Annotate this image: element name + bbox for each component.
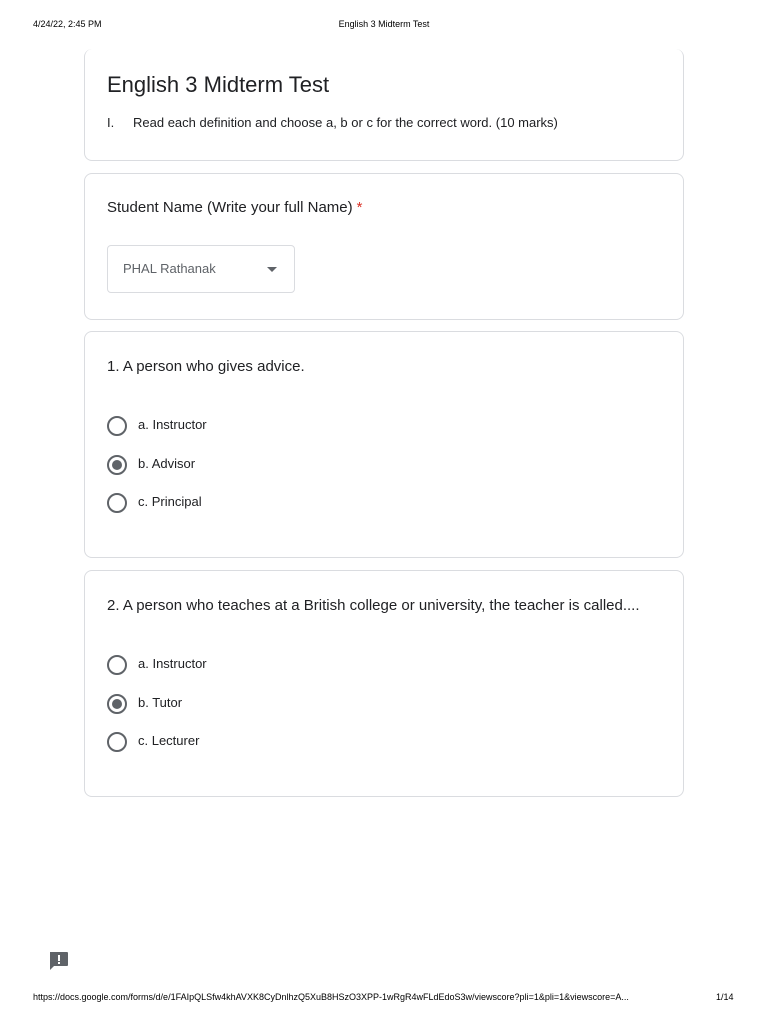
- radio-dot: [112, 460, 122, 470]
- option-label: a. Instructor: [138, 417, 207, 432]
- print-footer: [0, 992, 768, 1004]
- radio-button-checked[interactable]: [107, 455, 127, 475]
- radio-button[interactable]: [107, 493, 127, 513]
- question-text: 1. A person who gives advice.: [107, 358, 305, 375]
- print-date: 4/24/22, 2:45 PM: [33, 19, 102, 29]
- option-1a[interactable]: [107, 416, 507, 436]
- option-label: c. Principal: [138, 494, 202, 509]
- option-label: a. Instructor: [138, 656, 207, 671]
- option-label: b. Tutor: [138, 695, 183, 710]
- radio-dot: [112, 699, 122, 709]
- form-header-card: [84, 49, 684, 161]
- option-1c[interactable]: [107, 493, 507, 513]
- dropdown-selected-value: PHAL Rathanak: [123, 261, 216, 276]
- student-name-label-text: Student Name (Write your full Name): [107, 199, 353, 216]
- page-number: 1/14: [716, 992, 734, 1002]
- feedback-icon[interactable]: [48, 950, 69, 971]
- form-description: [107, 115, 558, 130]
- option-label: c. Lecturer: [138, 733, 200, 748]
- option-2a[interactable]: [107, 655, 507, 675]
- student-name-card: [84, 173, 684, 320]
- chevron-down-icon: [267, 267, 277, 272]
- radio-button[interactable]: [107, 655, 127, 675]
- option-2b[interactable]: [107, 694, 507, 714]
- radio-button-checked[interactable]: [107, 694, 127, 714]
- option-1b[interactable]: [107, 455, 507, 475]
- student-name-label: [107, 199, 362, 216]
- print-header: [0, 19, 768, 31]
- question-card-1: [84, 331, 684, 558]
- required-mark: *: [356, 199, 363, 216]
- description-numeral: I.: [107, 115, 115, 130]
- description-text: Read each definition and choose a, b or c for the correct word. (10 marks): [133, 115, 558, 130]
- feedback-icon-svg: [48, 950, 69, 971]
- form-title: English 3 Midterm Test: [107, 72, 330, 97]
- print-title: English 3 Midterm Test: [338, 19, 430, 29]
- footer-url: https://docs.google.com/forms/d/e/1FAIpQLSfw4khAVXK8CyDnlhzQ5XuB8HSzO3XPP-1wRgR4wFLdEdoS3w/viewscore?pli=1&pli=1&viewscore=A...: [33, 992, 629, 1002]
- radio-button[interactable]: [107, 416, 127, 436]
- option-label: b. Advisor: [138, 456, 196, 471]
- question-text: 2. A person who teaches at a British college or university, the teacher is called....: [107, 597, 640, 614]
- option-2c[interactable]: [107, 732, 507, 752]
- question-card-2: [84, 570, 684, 797]
- radio-button[interactable]: [107, 732, 127, 752]
- student-name-dropdown[interactable]: [107, 245, 295, 293]
